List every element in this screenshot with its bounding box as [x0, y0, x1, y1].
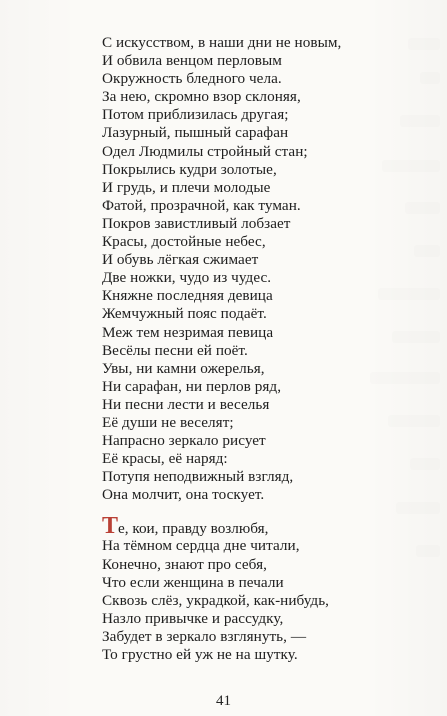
verse-line: Покрылись кудри золотые, [102, 160, 277, 178]
verse-line: Лазурный, пышный сарафан [102, 124, 289, 142]
verse-line: Две ножки, чудо из чудес. [102, 269, 272, 287]
stanza-separator [102, 504, 402, 516]
verse-line: Сквозь слёз, украдкой, как-нибудь, [102, 591, 330, 609]
verse-line: И грудь, и плечи молодые [102, 178, 271, 196]
verse-line: Одел Людмилы стройный стан; [102, 142, 308, 160]
verse-line: Ни песни лести и веселья [102, 395, 270, 413]
verse-line: Напрасно зеркало рисует [102, 432, 266, 450]
verse-line: Её красы, её наряд: [102, 450, 228, 468]
stanza-2 [102, 513, 402, 664]
verse-line: Что если женщина в печали [102, 573, 284, 591]
verse-line-with-dropcap [102, 513, 402, 540]
verse-line: Забудет в зеркало взглянуть, — [102, 627, 307, 645]
verse-line: С искусством, в наши дни не новым, [102, 34, 342, 51]
verse-line-rest: е, кои, правду возлюбя, [118, 520, 269, 538]
verse-line: Она молчит, она тоскует. [102, 486, 265, 504]
verse-line: Её души не веселят; [102, 413, 234, 431]
verse-line: Увы, ни камни ожерелья, [102, 359, 265, 377]
verse-line: И обвила венцом перловым [102, 52, 282, 70]
verse-line: На тёмном сердца дне читали, [102, 537, 300, 555]
verse-line: Красы, достойные небес, [102, 233, 266, 251]
verse-line: Потом приблизилась другая; [102, 106, 289, 124]
verse-line: За нею, скромно взор склоняя, [102, 88, 301, 106]
verse-line: И обувь лёгкая сжимает [102, 251, 259, 269]
verse-line: Жемчужный пояс подаёт. [102, 305, 267, 323]
verse-line: Назло привычке и рассудку, [102, 609, 284, 627]
verse-line: Конечно, знают про себя, [102, 555, 267, 573]
verse-line: Ни сарафан, ни перлов ряд, [102, 377, 282, 395]
verse-line: Окружность бледного чела. [102, 70, 282, 88]
verse-line: Фатой, прозрачной, как туман. [102, 196, 301, 214]
poem-text [102, 34, 402, 664]
verse-line: Покров завистливый лобзает [102, 214, 291, 232]
verse-line: Меж тем незримая певица [102, 323, 274, 341]
stanza-1 [102, 34, 402, 504]
verse-line: Княжне последняя девица [102, 287, 273, 305]
verse-line: Весёлы песни ей поёт. [102, 341, 248, 359]
verse-line: То грустно ей уж не на шутку. [102, 646, 298, 663]
page-number: 41 [216, 693, 231, 709]
dropcap-letter: Т [102, 513, 119, 540]
verse-line: Потупя неподвижный взгляд, [102, 468, 294, 486]
